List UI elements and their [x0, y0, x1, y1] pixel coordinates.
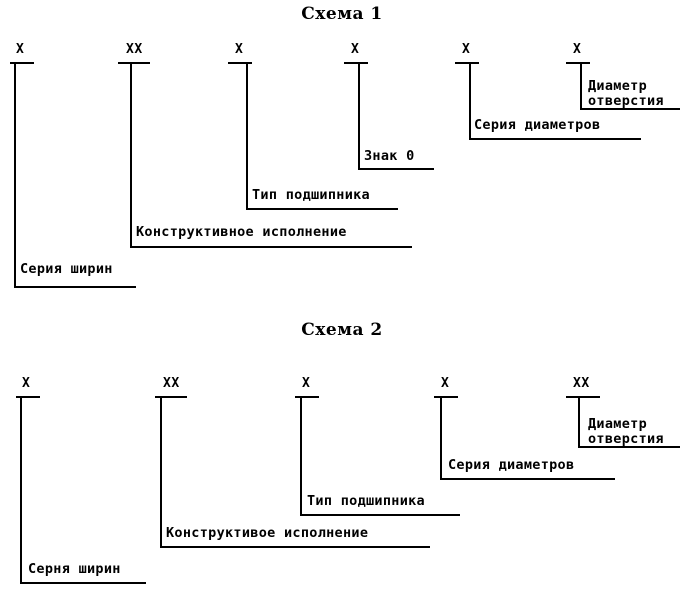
scheme2-leader-1-horizontal	[20, 582, 146, 584]
scheme-2-title: Схема 2	[301, 320, 383, 340]
scheme1-tick-3	[228, 62, 252, 64]
scheme2-leader-3-horizontal	[300, 514, 460, 516]
scheme1-leader-1-horizontal	[14, 286, 136, 288]
scheme2-leader-4-vertical	[440, 396, 442, 478]
scheme2-leader-2-horizontal	[160, 546, 430, 548]
scheme2-code-5: XX	[573, 376, 590, 391]
scheme2-label-bore-diameter-line1: Диаметр	[588, 416, 647, 432]
scheme1-leader-4-vertical	[358, 62, 360, 168]
scheme2-code-4: X	[441, 376, 450, 391]
scheme1-label-bearing-type: Тип подшипника	[252, 187, 370, 203]
scheme2-tick-3	[295, 396, 319, 398]
scheme1-label-width-series: Серия ширин	[20, 261, 113, 277]
scheme1-leader-3-vertical	[246, 62, 248, 208]
scheme2-leader-3-vertical	[300, 396, 302, 514]
scheme-1-title: Схема 1	[301, 4, 383, 24]
scheme1-leader-1-vertical	[14, 62, 16, 286]
scheme1-tick-2	[118, 62, 150, 64]
scheme2-code-2: XX	[163, 376, 180, 391]
scheme1-leader-5-vertical	[469, 62, 471, 138]
scheme1-label-bore-diameter-line2: отверстия	[588, 93, 664, 109]
scheme1-code-4: X	[351, 42, 360, 57]
scheme2-leader-2-vertical	[160, 396, 162, 546]
scheme1-leader-4-horizontal	[358, 168, 434, 170]
scheme1-tick-5	[455, 62, 479, 64]
scheme1-code-1: X	[16, 42, 25, 57]
scheme1-leader-2-horizontal	[130, 246, 412, 248]
scheme2-label-design-type: Конструктивое исполнение	[166, 525, 369, 541]
scheme1-leader-3-horizontal	[246, 208, 398, 210]
scheme2-label-bearing-type: Тип подшипника	[307, 493, 425, 509]
scheme1-label-diameter-series: Серия диаметров	[474, 117, 601, 133]
scheme1-code-2: XX	[126, 42, 143, 57]
scheme1-leader-5-horizontal	[469, 138, 641, 140]
scheme2-leader-1-vertical	[20, 396, 22, 582]
scheme2-label-width-series: Серня ширин	[28, 561, 121, 577]
scheme2-label-bore-diameter-line2: отверстия	[588, 431, 664, 447]
scheme1-label-design-type: Конструктивное исполнение	[136, 224, 347, 240]
scheme1-tick-4	[344, 62, 368, 64]
scheme1-code-5: X	[462, 42, 471, 57]
scheme2-leader-4-horizontal	[440, 478, 615, 480]
scheme2-label-diameter-series: Серия диаметров	[448, 457, 575, 473]
scheme1-label-zero-sign: Знак 0	[364, 148, 415, 164]
scheme1-label-bore-diameter-line1: Диаметр	[588, 78, 647, 94]
scheme2-tick-5	[566, 396, 600, 398]
scheme1-code-3: X	[235, 42, 244, 57]
scheme1-code-6: X	[573, 42, 582, 57]
scheme2-code-3: X	[302, 376, 311, 391]
scheme1-tick-6	[566, 62, 590, 64]
scheme2-leader-5-vertical	[578, 396, 580, 446]
scheme2-tick-4	[434, 396, 458, 398]
scheme2-code-1: X	[22, 376, 31, 391]
scheme1-leader-2-vertical	[130, 62, 132, 246]
scheme1-leader-6-vertical	[580, 62, 582, 108]
